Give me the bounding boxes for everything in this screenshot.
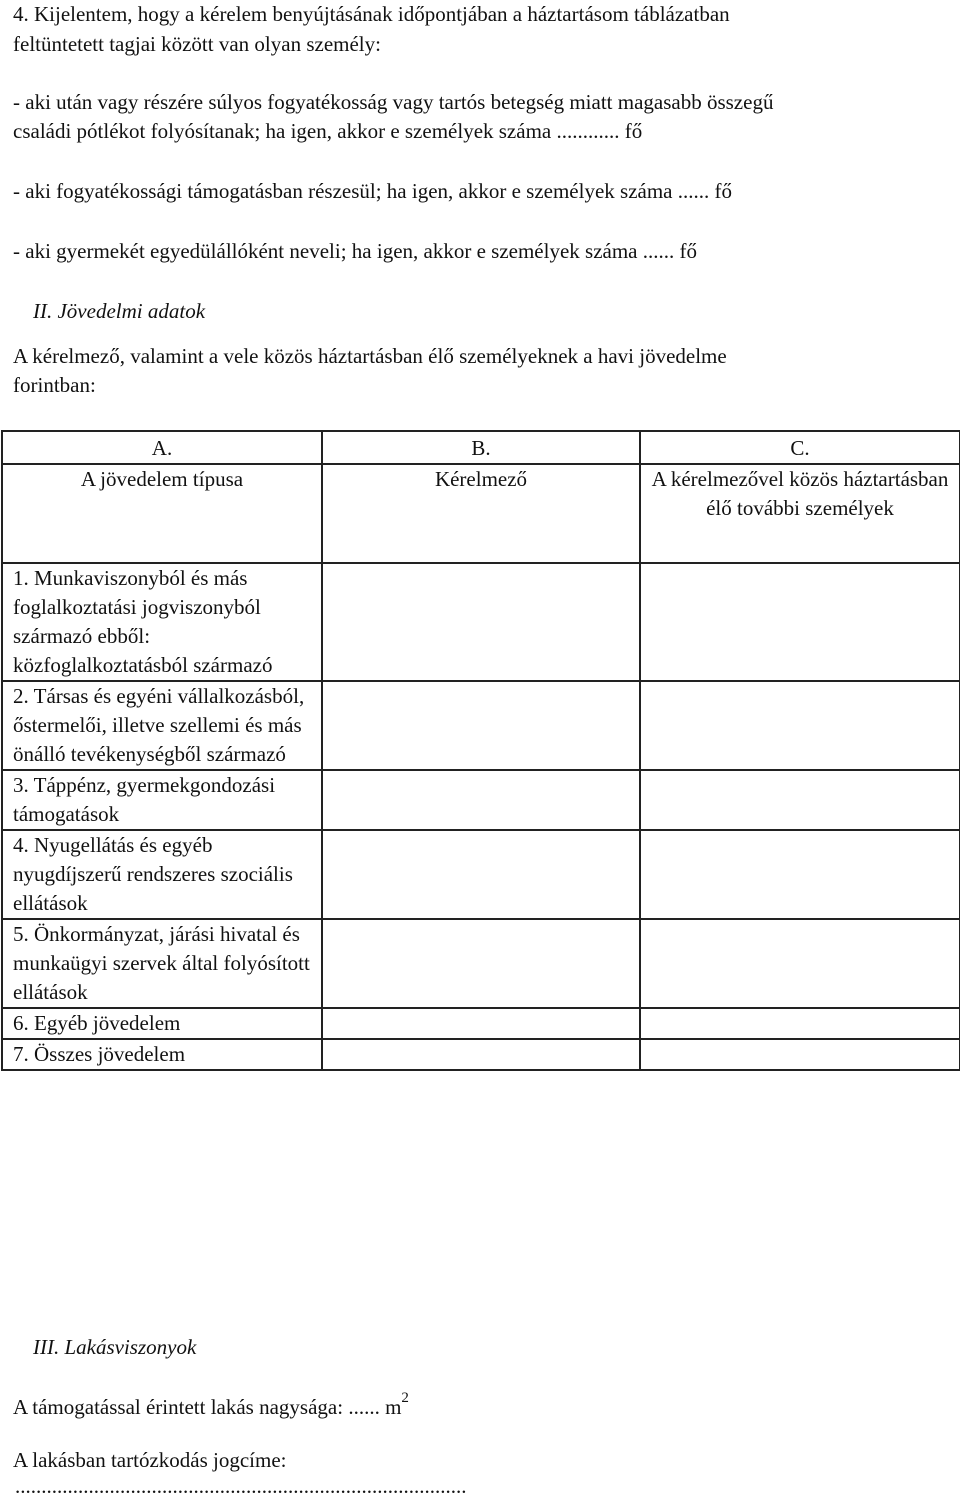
applicant-income-cell[interactable] (322, 770, 640, 830)
column-letter-c: C. (640, 431, 960, 464)
table-row (2, 919, 960, 1008)
table-row (2, 563, 960, 681)
question-4-line-2: feltüntetett tagjai között van olyan személy: (13, 32, 381, 56)
household-income-cell[interactable] (640, 919, 960, 1008)
income-type-label: 5. Önkormányzat, járási hivatal és munkaügyi szervek által folyósított ellátások (2, 919, 322, 1008)
column-letter-b: B. (322, 431, 640, 464)
household-income-cell[interactable] (640, 563, 960, 681)
income-intro-line-2: forintban: (13, 373, 96, 397)
applicant-income-cell[interactable] (322, 681, 640, 770)
income-type-label: 2. Társas és egyéni vállalkozásból, őstermelői, illetve szellemi és más önálló tevékenységből származó (2, 681, 322, 770)
column-title-applicant: Kérelmező (322, 464, 640, 563)
declaration-item-1-line-1: - aki után vagy részére súlyos fogyatékosság vagy tartós betegség miatt magasabb összegű (13, 90, 774, 114)
applicant-income-cell[interactable] (322, 1008, 640, 1039)
income-type-label: 6. Egyéb jövedelem (2, 1008, 322, 1039)
apartment-size-label: A támogatással érintett lakás nagysága: ...... m (13, 1395, 402, 1419)
household-income-cell[interactable] (640, 770, 960, 830)
column-letter-a: A. (2, 431, 322, 464)
table-row (2, 681, 960, 770)
tenure-label: A lakásban tartózkodás jogcíme: (13, 1448, 287, 1472)
table-row (2, 1039, 960, 1070)
applicant-income-cell[interactable] (322, 1039, 640, 1070)
applicant-income-cell[interactable] (322, 563, 640, 681)
income-type-label: 3. Táppénz, gyermekgondozási támogatások (2, 770, 322, 830)
column-title-income-type: A jövedelem típusa (2, 464, 322, 563)
table-row (2, 830, 960, 919)
declaration-item-1-line-2: családi pótlékot folyósítanak; ha igen, akkor e személyek száma ............ fő (13, 119, 643, 143)
column-letter-row (2, 431, 960, 464)
income-intro-line-1: A kérelmező, valamint a vele közös háztartásban élő személyeknek a havi jövedelme (13, 344, 727, 368)
applicant-income-cell[interactable] (322, 919, 640, 1008)
tenure-dotted-line[interactable]: ...................................................................................... (15, 1474, 467, 1498)
income-table (1, 430, 960, 1071)
table-row (2, 1008, 960, 1039)
section-2-heading: II. Jövedelmi adatok (33, 299, 206, 323)
section-3-heading: III. Lakásviszonyok (33, 1335, 197, 1359)
income-type-label: 4. Nyugellátás és egyéb nyugdíjszerű rendszeres szociális ellátások (2, 830, 322, 919)
square-meter-exponent: 2 (401, 1390, 409, 1406)
declaration-item-3: - aki gyermekét egyedülállóként neveli; ha igen, akkor e személyek száma ...... fő (13, 239, 697, 263)
column-title-household-members: A kérelmezővel közös háztartásban élő további személyek (640, 464, 960, 563)
table-row (2, 770, 960, 830)
household-income-cell[interactable] (640, 1039, 960, 1070)
income-type-label: 1. Munkaviszonyból és más foglalkoztatási jogviszonyból származó ebből: közfoglalkoztatásból származó (2, 563, 322, 681)
household-income-cell[interactable] (640, 830, 960, 919)
question-4-line-1: 4. Kijelentem, hogy a kérelem benyújtásának időpontjában a háztartásom táblázatban (13, 2, 730, 26)
income-type-label: 7. Összes jövedelem (2, 1039, 322, 1070)
household-income-cell[interactable] (640, 1008, 960, 1039)
apartment-size-line (13, 1388, 409, 1422)
household-income-cell[interactable] (640, 681, 960, 770)
declaration-item-2: - aki fogyatékossági támogatásban részesül; ha igen, akkor e személyek száma ...... fő (13, 179, 732, 203)
applicant-income-cell[interactable] (322, 830, 640, 919)
column-title-row (2, 464, 960, 563)
